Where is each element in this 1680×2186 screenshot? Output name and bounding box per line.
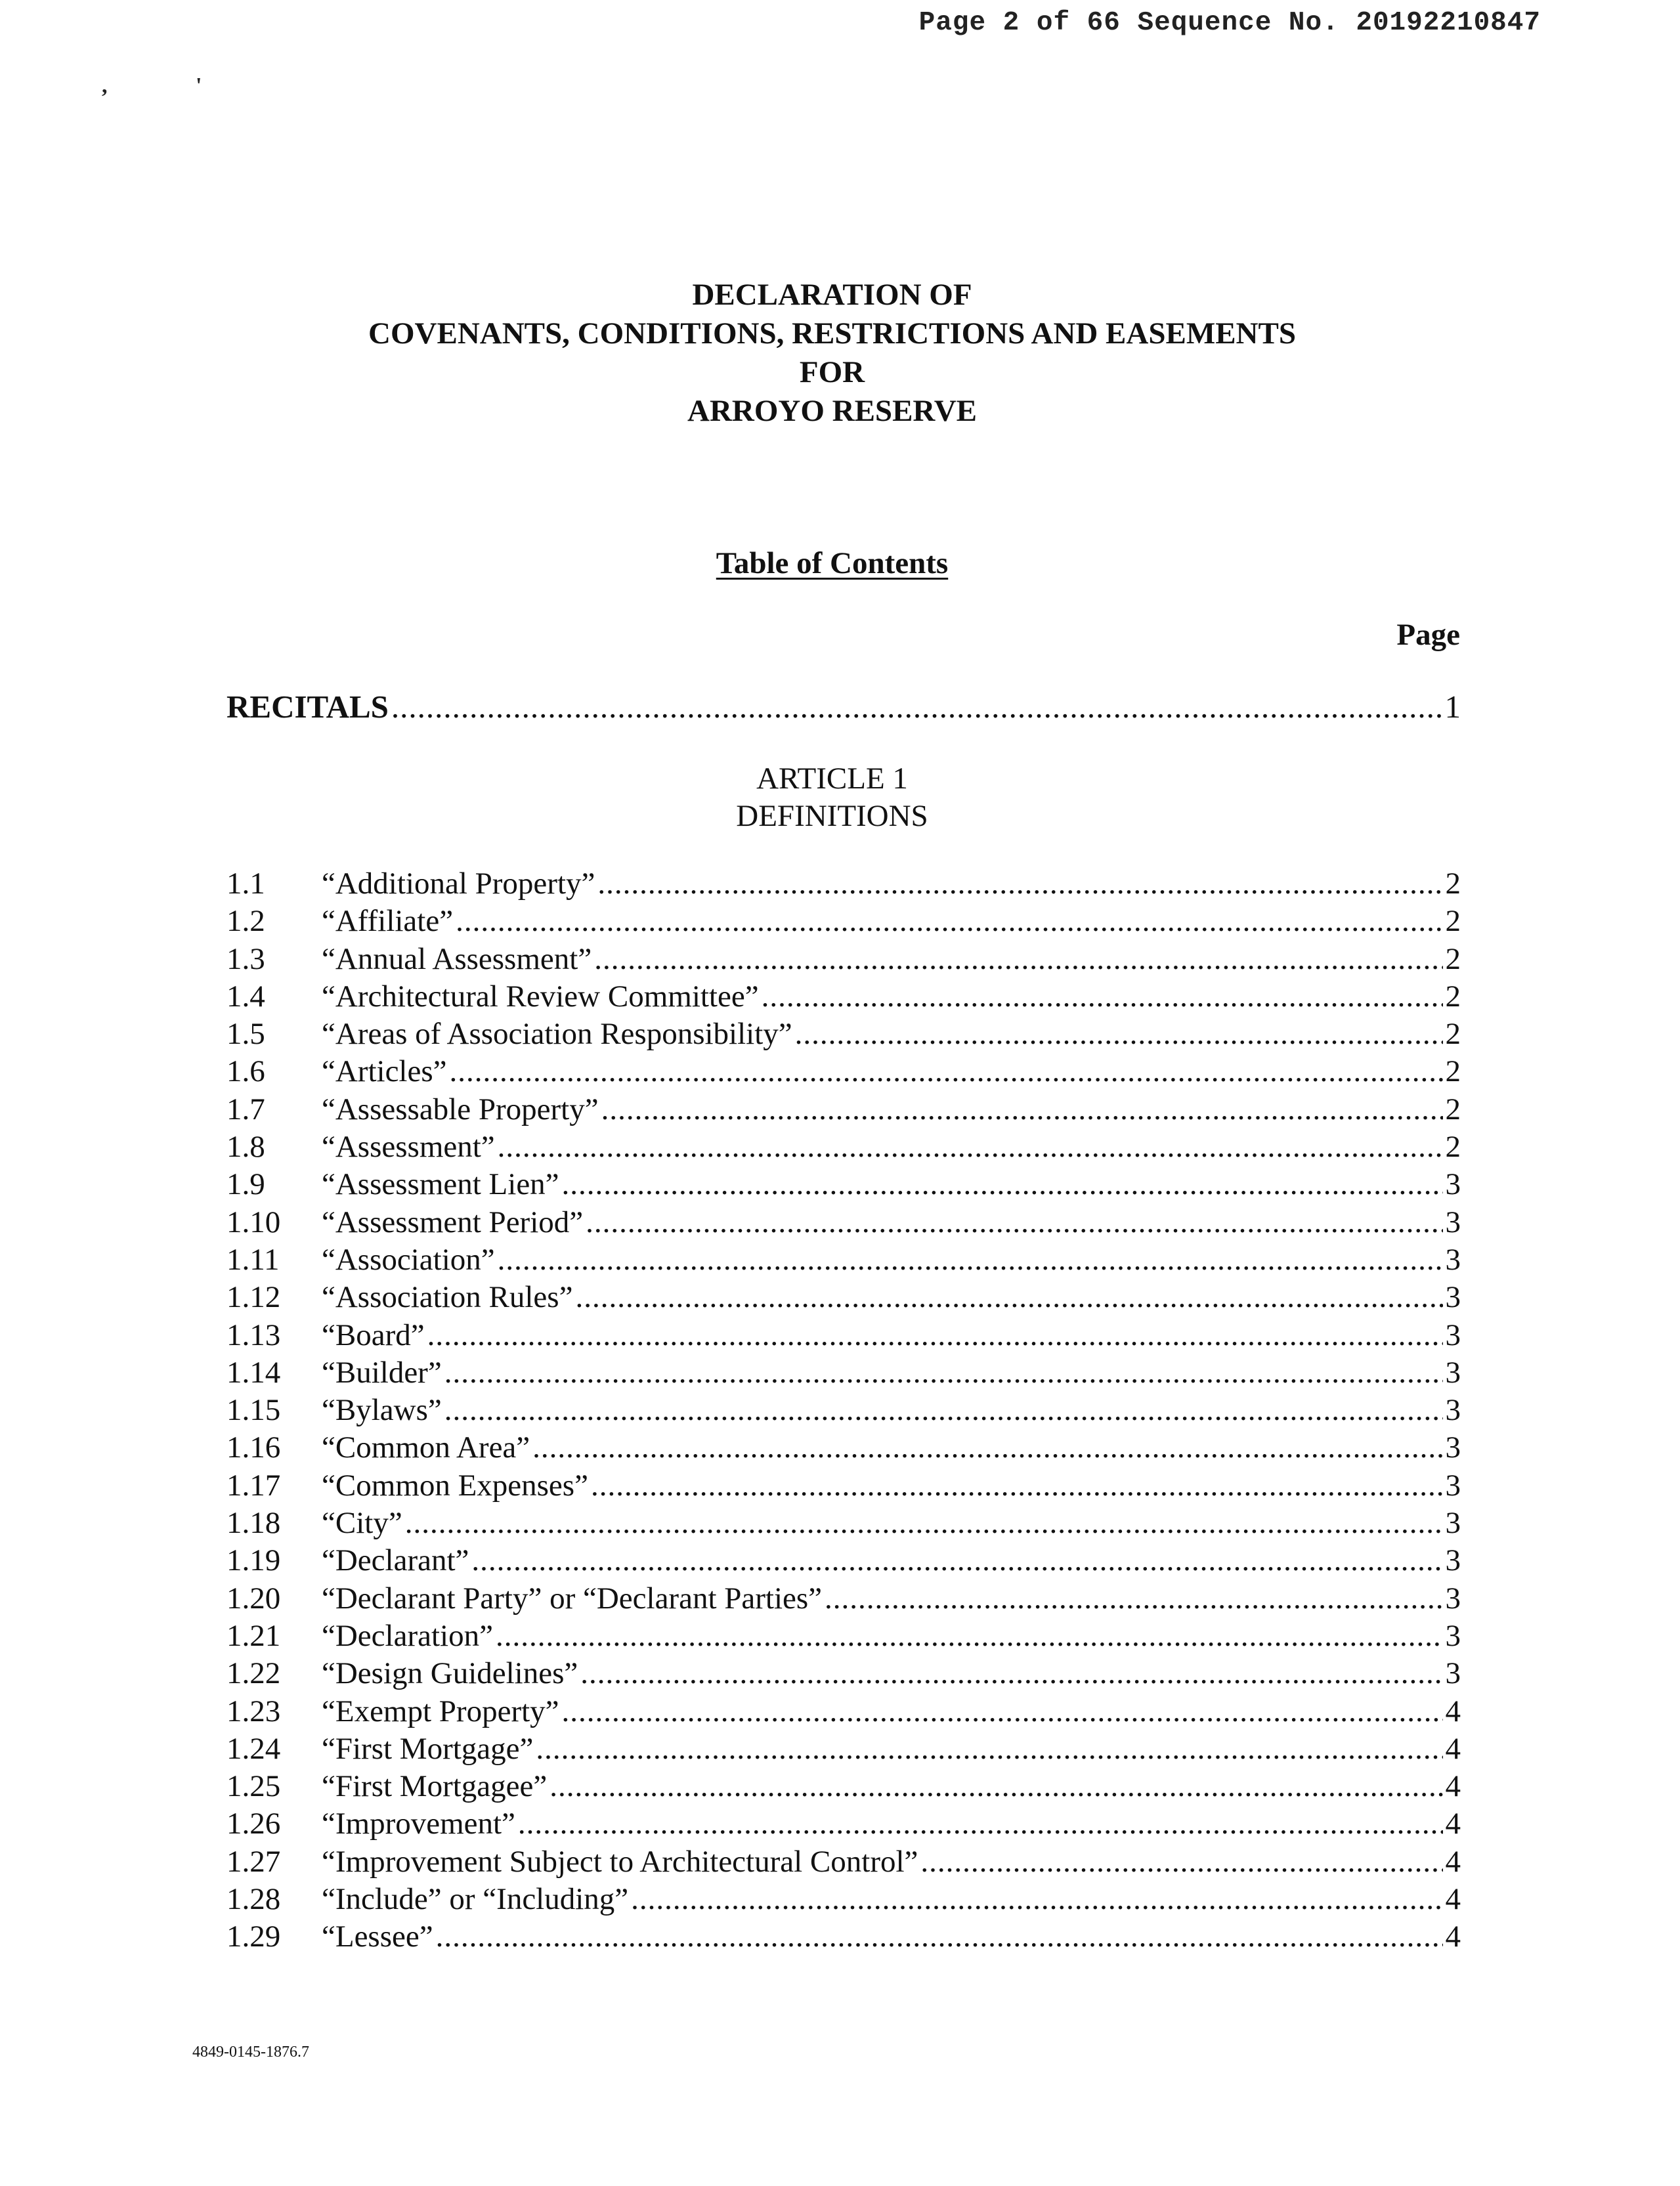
dot-leader [498,1241,1443,1279]
toc-entry-term: “Exempt Property” [322,1694,559,1728]
toc-entry [226,1317,1461,1354]
toc-entry-term: “Affiliate” [322,904,454,939]
toc-entry [226,1580,1461,1618]
toc-entry-page: 4 [1445,1769,1461,1804]
toc-entry-page: 2 [1445,1092,1461,1126]
toc-entry [226,1843,1461,1881]
toc-entry-page: 4 [1445,1919,1461,1954]
toc-entry-number: 1.17 [226,1468,281,1503]
toc-entry-number: 1.23 [226,1694,281,1728]
toc-entry-term: “First Mortgagee” [322,1769,548,1804]
toc-entry-number: 1.3 [226,941,265,976]
toc-entry-page: 2 [1445,941,1461,976]
toc-entry-term: “Assessment” [322,1130,495,1165]
toc-entry [226,1354,1461,1392]
toc-entry-page: 4 [1445,1694,1461,1728]
toc-entry-page: 3 [1445,1205,1461,1239]
toc-entry-page: 4 [1445,1731,1461,1766]
dot-leader [580,1655,1442,1692]
toc-entry-page: 2 [1445,1017,1461,1052]
toc-entry-term: “Design Guidelines” [322,1656,578,1691]
title-line: DECLARATION OF [692,278,972,312]
dot-leader [456,903,1442,940]
toc-entry-page: 3 [1445,1581,1461,1616]
title-line: FOR [799,355,865,389]
toc-entry-page: 3 [1445,1280,1461,1315]
toc-entry-page: 3 [1445,1468,1461,1503]
toc-entry-page: 4 [1445,1844,1461,1879]
toc-entry [226,1618,1461,1655]
toc-entry-number: 1.12 [226,1280,281,1315]
dot-leader [471,1542,1442,1579]
dot-leader [427,1317,1443,1354]
toc-entry [226,1505,1461,1542]
toc-entry [226,1279,1461,1316]
article-heading [0,760,1664,835]
dot-leader [601,1091,1443,1128]
toc-entry-page: 3 [1445,1506,1461,1541]
toc-recitals-row [226,688,1461,725]
dot-leader [536,1730,1442,1768]
toc-entry-number: 1.2 [226,904,265,939]
toc-entry [226,978,1461,1016]
dot-leader [450,1053,1443,1090]
toc-entry-number: 1.16 [226,1430,281,1465]
title-line: COVENANTS, CONDITIONS, RESTRICTIONS AND EASEMENTS [368,316,1296,351]
toc-entries [226,865,1461,1956]
toc-entry-number: 1.25 [226,1769,281,1804]
toc-entry-number: 1.14 [226,1355,281,1390]
toc-entry [226,941,1461,978]
toc-entry [226,1542,1461,1579]
toc-entry-term: “Declarant Party” or “Declarant Parties” [322,1581,823,1616]
toc-entry-page: 3 [1445,1242,1461,1277]
toc-entry-term: “City” [322,1506,402,1541]
dot-leader [795,1016,1443,1053]
toc-entry-number: 1.15 [226,1393,281,1428]
toc-entry [226,1693,1461,1730]
toc-entry [226,1655,1461,1692]
dot-leader [444,1354,1443,1392]
toc-entry-page: 3 [1445,1318,1461,1352]
toc-entry-page: 3 [1445,1393,1461,1428]
toc-heading [0,546,1664,581]
toc-entry-page: 3 [1445,1656,1461,1691]
dot-leader [391,688,1442,725]
toc-entry-term: “Improvement” [322,1807,515,1841]
toc-entry [226,1091,1461,1128]
document-id: 4849-0145-1876.7 [192,2044,309,2061]
toc-entry [226,1768,1461,1805]
page-column-label: Page [1396,618,1460,652]
toc-entry-term: “Architectural Review Committee” [322,979,759,1014]
toc-entry-page: 2 [1445,1054,1461,1089]
toc-entry-page: 2 [1445,867,1461,901]
toc-entry [226,1881,1461,1918]
toc-entry [226,1467,1461,1505]
article-number: ARTICLE 1 [756,761,908,796]
toc-entry [226,1204,1461,1241]
toc-entry-term: “Declaration” [322,1618,493,1653]
toc-entry-number: 1.26 [226,1807,281,1841]
toc-entry-page: 2 [1445,979,1461,1014]
toc-entry-term: “Association” [322,1242,495,1277]
toc-entry-term: “Include” or “Including” [322,1882,629,1917]
toc-entry-number: 1.27 [226,1844,281,1879]
dot-leader [591,1467,1443,1505]
toc-entry-number: 1.18 [226,1506,281,1541]
toc-entry-number: 1.20 [226,1581,281,1616]
toc-entry-term: “Builder” [322,1355,442,1390]
toc-entry [226,1128,1461,1166]
dot-leader [597,865,1442,903]
toc-entry-page: 3 [1445,1543,1461,1578]
dot-leader [762,978,1443,1016]
toc-entry-term: “Articles” [322,1054,447,1089]
toc-entry [226,1805,1461,1843]
toc-entry-number: 1.13 [226,1318,281,1352]
dot-leader [549,1768,1442,1805]
toc-entry-page: 2 [1445,1130,1461,1165]
toc-entry-number: 1.6 [226,1054,265,1089]
toc-entry [226,865,1461,903]
toc-entry [226,1053,1461,1090]
dot-leader [920,1843,1442,1881]
toc-entry-number: 1.9 [226,1167,265,1202]
dot-leader [532,1429,1442,1467]
page-sequence-header: Page 2 of 66 Sequence No. 20192210847 [918,8,1541,38]
toc-entry-number: 1.24 [226,1731,281,1766]
toc-entry-term: “Areas of Association Responsibility” [322,1017,792,1052]
toc-entry-term: “Additional Property” [322,867,595,901]
dot-leader [631,1881,1442,1918]
toc-entry-number: 1.19 [226,1543,281,1578]
document-title [0,276,1664,431]
toc-entry-number: 1.5 [226,1017,265,1052]
dot-leader [444,1392,1443,1429]
dot-leader [575,1279,1442,1316]
toc-entry-term: “Assessment Period” [322,1205,584,1239]
toc-entry-page: 3 [1445,1618,1461,1653]
toc-entry [226,903,1461,940]
scan-mark: , [102,74,108,98]
toc-entry-page: 4 [1445,1807,1461,1841]
toc-entry-number: 1.7 [226,1092,265,1126]
recitals-page: 1 [1444,689,1461,725]
toc-entry [226,1016,1461,1053]
toc-entry [226,1730,1461,1768]
toc-entry-term: “Bylaws” [322,1393,442,1428]
toc-entry-term: “Declarant” [322,1543,469,1578]
dot-leader [825,1580,1442,1618]
dot-leader [436,1918,1443,1956]
toc-entry-page: 3 [1445,1167,1461,1202]
toc-entry-page: 3 [1445,1355,1461,1390]
dot-leader [562,1693,1443,1730]
toc-entry-term: “Lessee” [322,1919,433,1954]
dot-leader [562,1166,1443,1203]
dot-leader [586,1204,1442,1241]
toc-entry-term: “Common Area” [322,1430,530,1465]
toc-entry-number: 1.21 [226,1618,281,1653]
article-name: DEFINITIONS [736,799,928,833]
toc-entry-page: 4 [1445,1882,1461,1917]
scan-mark: ' [196,74,202,98]
dot-leader [518,1805,1443,1843]
toc-entry [226,1429,1461,1467]
toc-entry-number: 1.22 [226,1656,281,1691]
toc-entry-term: “Annual Assessment” [322,941,592,976]
dot-leader [594,941,1442,978]
toc-entry-page: 3 [1445,1430,1461,1465]
toc-entry [226,1166,1461,1203]
toc-entry-number: 1.29 [226,1919,281,1954]
toc-entry-term: “Association Rules” [322,1280,573,1315]
toc-entry-number: 1.28 [226,1882,281,1917]
title-line: ARROYO RESERVE [687,394,977,428]
toc-entry-term: “Assessable Property” [322,1092,599,1126]
toc-heading-text: Table of Contents [716,546,949,580]
toc-entry [226,1392,1461,1429]
toc-entry-term: “Common Expenses” [322,1468,588,1503]
toc-entry-term: “Board” [322,1318,425,1352]
toc-entry [226,1918,1461,1956]
toc-entry-number: 1.4 [226,979,265,1014]
toc-entry-number: 1.11 [226,1242,280,1277]
toc-entry [226,1241,1461,1279]
toc-entry-number: 1.10 [226,1205,281,1239]
toc-entry-term: “Assessment Lien” [322,1167,559,1202]
dot-leader [498,1128,1443,1166]
toc-entry-page: 2 [1445,904,1461,939]
toc-entry-number: 1.8 [226,1130,265,1165]
recitals-label: RECITALS [226,689,389,725]
toc-entry-number: 1.1 [226,867,265,901]
toc-entry-term: “Improvement Subject to Architectural Control” [322,1844,918,1879]
dot-leader [405,1505,1443,1542]
toc-entry-term: “First Mortgage” [322,1731,534,1766]
dot-leader [496,1618,1443,1655]
